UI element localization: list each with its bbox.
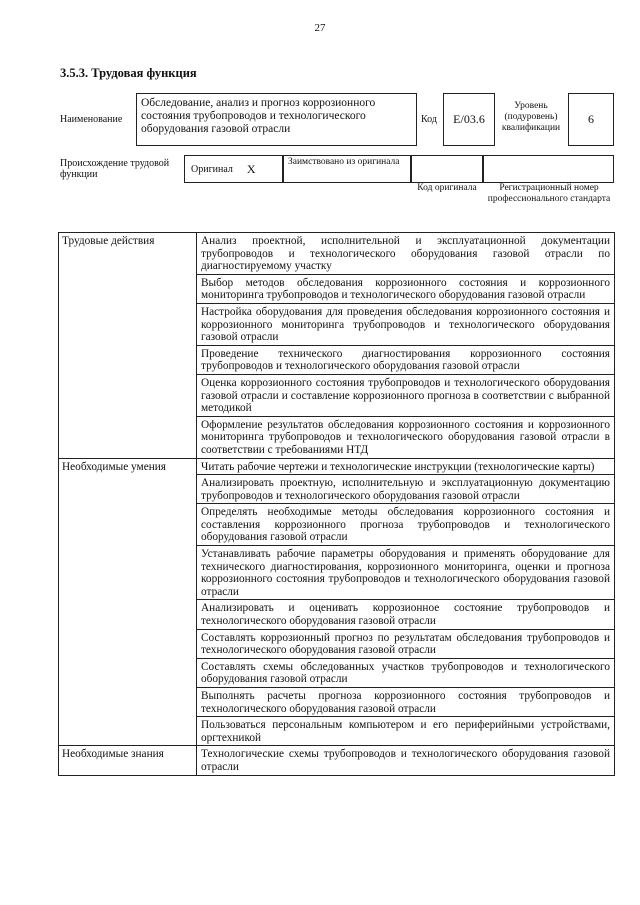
level-label: Уровень (подуровень) квалификации <box>501 101 561 133</box>
section-title-cell: Необходимые знания <box>59 746 197 775</box>
borrowed-label: Заимствовано из оригинала <box>288 157 400 167</box>
function-name-box <box>136 93 417 146</box>
table-row <box>59 746 615 775</box>
list-item: Читать рабочие чертежи и технологические инструкции (технологические карты) <box>197 458 615 475</box>
code-original-box <box>411 155 483 183</box>
name-label: Наименование <box>60 114 123 125</box>
code-label: Код <box>421 114 437 125</box>
list-item: Технологические схемы трубопроводов и технологического оборудования газовой отрасли <box>197 746 615 775</box>
list-item: Проведение технического диагностирования коррозионного состояния трубопроводов и технологического оборудования газовой отрасли <box>197 345 615 374</box>
section-title: 3.5.3. Трудовая функция <box>60 66 197 80</box>
original-mark: X <box>246 161 256 176</box>
origin-label: Происхождение трудовой функции <box>60 158 170 180</box>
section-title-cell: Трудовые действия <box>59 233 197 459</box>
list-item: Пользоваться персональным компьютером и его периферийными устройствами, оргтехникой <box>197 717 615 746</box>
original-label: Оригинал <box>191 163 233 175</box>
list-item: Определять необходимые методы обследования коррозионного состояния и составления коррозионного прогноза трубопроводов и технологического оборудования газовой отрасли <box>197 504 615 546</box>
list-item: Составлять коррозионный прогноз по результатам обследования трубопроводов и технологического оборудования газовой отрасли <box>197 629 615 658</box>
list-item: Анализ проектной, исполнительной и эксплуатационной документации трубопроводов и технологического оборудования газовой отрасли по диагностируемому участку <box>197 233 615 275</box>
section-title-cell: Необходимые умения <box>59 458 197 746</box>
list-item: Выбор методов обследования коррозионного состояния и коррозионного мониторинга трубопроводов и технологического оборудования газовой отрасли <box>197 274 615 303</box>
list-item: Составлять схемы обследованных участков трубопроводов и технологического оборудования газовой отрасли <box>197 658 615 687</box>
level-value: 6 <box>588 112 594 126</box>
list-item: Оценка коррозионного состояния трубопроводов и технологического оборудования газовой отрасли и составление коррозионного прогноза в соответствии с выбранной методикой <box>197 374 615 416</box>
list-item: Настройка оборудования для проведения обследования коррозионного состояния и коррозионного мониторинга трубопроводов и технологического оборудования газовой отрасли <box>197 303 615 345</box>
reg-number-box <box>483 155 614 183</box>
list-item: Выполнять расчеты прогноза коррозионного состояния трубопроводов и технологического оборудования газовой отрасли <box>197 688 615 717</box>
page-number: 27 <box>314 22 326 34</box>
reg-number-caption: Регистрационный номер профессионального стандарта <box>487 183 611 204</box>
list-item: Анализировать и оценивать коррозионное состояние трубопроводов и технологического оборудования газовой отрасли <box>197 600 615 629</box>
code-value: E/03.6 <box>453 112 485 126</box>
code-box <box>443 93 495 146</box>
function-name-value: Обследование, анализ и прогноз коррозионного состояния трубопроводов и технологического оборудования газовой отрасли <box>141 97 376 135</box>
code-original-caption: Код оригинала <box>417 183 477 193</box>
borrowed-box <box>283 155 411 183</box>
list-item: Устанавливать рабочие параметры оборудования и применять оборудование для технического диагностирования, коррозионного мониторинга, оценки и прогноза коррозионного состояния трубопроводов и технологического оборудования газовой отрасли <box>197 546 615 600</box>
list-item: Оформление результатов обследования коррозионного состояния и коррозионного мониторинга трубопроводов и технологического оборудования газовой отрасли в соответствии с требованиями НТД <box>197 416 615 458</box>
list-item: Анализировать проектную, исполнительную и эксплуатационную документацию трубопроводов и технологического оборудования газовой отрасли <box>197 475 615 504</box>
table-row <box>59 458 615 475</box>
original-box <box>184 155 283 183</box>
requirements-table <box>58 232 615 776</box>
table-row <box>59 233 615 275</box>
level-box <box>568 93 614 146</box>
